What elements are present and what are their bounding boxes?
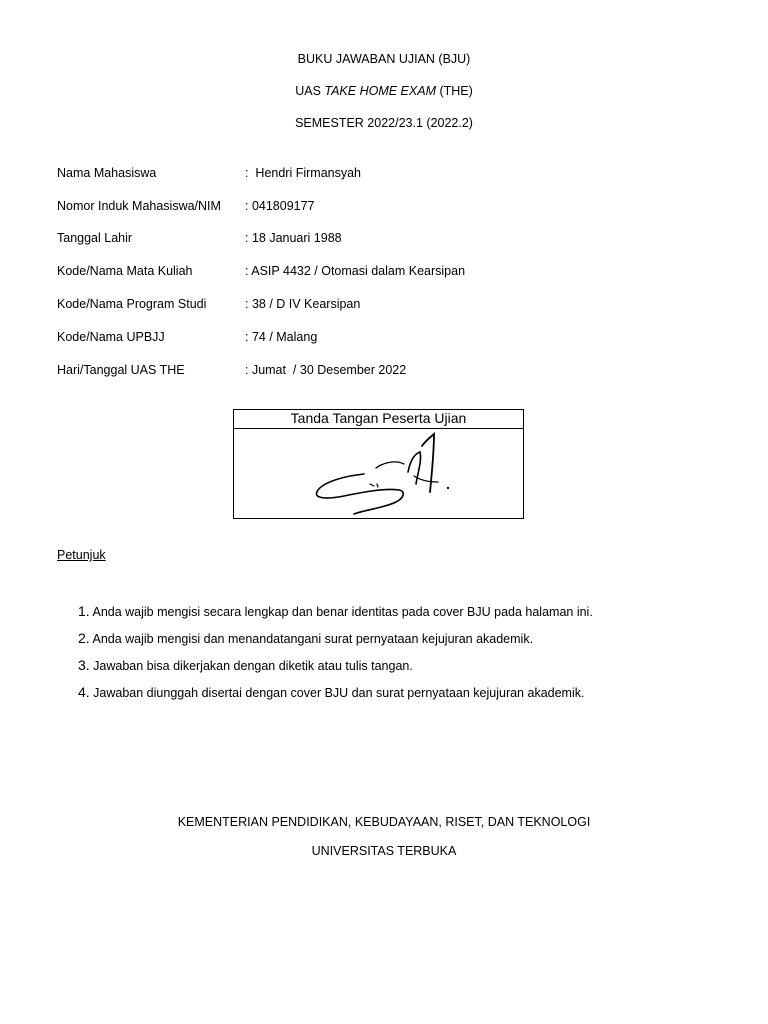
instruction-item [78,603,593,619]
identity-value: : 74 / Malang [245,330,318,344]
identity-label: Hari/Tanggal UAS THE [57,363,185,377]
identity-row-exam-date [57,363,717,381]
identity-value: : 041809177 [245,199,315,213]
identity-row-nim [57,199,717,217]
subtitle-suffix: (THE) [435,84,473,98]
identity-value: : 18 Januari 1988 [245,231,342,245]
identity-row-name [57,166,717,184]
instruction-text: Jawaban diunggah disertai dengan cover BJU dan surat pernyataan kejujuran akademik. [93,686,585,700]
identity-label: Nama Mahasiswa [57,166,157,180]
signature-box [233,409,524,519]
identity-label: Tanggal Lahir [57,231,133,245]
identity-label: Kode/Nama Mata Kuliah [57,264,193,278]
instruction-number: 3. [78,657,90,673]
identity-label: Nomor Induk Mahasiswa/NIM [57,199,221,213]
instructions-heading: Petunjuk [57,548,106,562]
instruction-item [78,657,413,673]
identity-row-upbjj [57,330,717,348]
identity-label: Kode/Nama UPBJJ [57,330,165,344]
identity-value: : Jumat / 30 Desember 2022 [245,363,407,377]
identity-row-program [57,297,717,315]
identity-value: : ASIP 4432 / Otomasi dalam Kearsipan [245,264,466,278]
signature-image [304,432,464,520]
doc-subtitle [0,84,768,98]
subtitle-prefix: UAS [295,84,325,98]
subtitle-italic: TAKE HOME EXAM [324,84,436,98]
identity-value: : Hendri Firmansyah [245,166,362,180]
identity-row-course [57,264,717,282]
university-name: UNIVERSITAS TERBUKA [311,844,457,858]
instruction-text: Anda wajib mengisi secara lengkap dan benar identitas pada cover BJU pada halaman ini. [92,605,593,619]
identity-row-birthdate [57,231,717,249]
doc-title: BUKU JAWABAN UJIAN (BJU) [297,52,471,66]
instruction-number: 1. [78,603,90,619]
doc-semester: SEMESTER 2022/23.1 (2022.2) [295,116,473,130]
identity-value: : 38 / D IV Kearsipan [245,297,361,311]
instruction-number: 2. [78,630,90,646]
signature-box-title: Tanda Tangan Peserta Ujian [234,410,523,429]
instruction-number: 4. [78,684,90,700]
instruction-item [78,684,584,700]
instruction-text: Jawaban bisa dikerjakan dengan diketik atau tulis tangan. [93,659,413,673]
instruction-text: Anda wajib mengisi dan menandatangani surat pernyataan kejujuran akademik. [92,632,534,646]
identity-label: Kode/Nama Program Studi [57,297,207,311]
instruction-item [78,630,533,646]
ministry-name: KEMENTERIAN PENDIDIKAN, KEBUDAYAAN, RISET, DAN TEKNOLOGI [177,815,591,829]
